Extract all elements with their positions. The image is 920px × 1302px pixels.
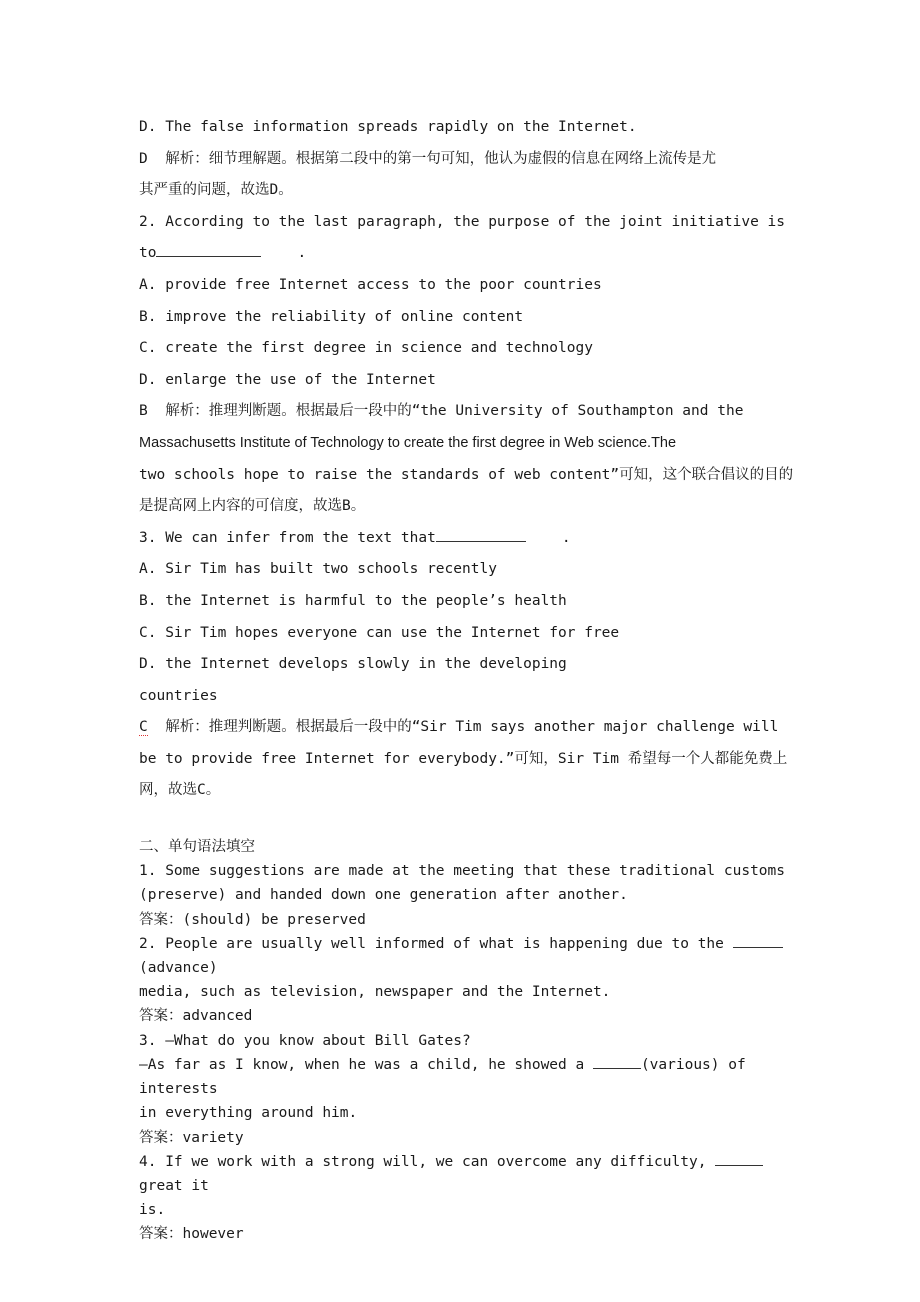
g4-suffix: great it xyxy=(139,1153,772,1194)
q2-option-d: D. enlarge the use of the Internet xyxy=(139,371,436,388)
document-page xyxy=(139,112,811,1247)
q2-answer-line: Massachusetts Institute of Technology to create the first degree in Web science.The xyxy=(139,434,677,451)
q1-answer-line: D 解析：细节理解题。根据第二段中的第一句可知，他认为虚假的信息在网络上流传是尤 xyxy=(139,150,717,167)
q2-answer-line: 是提高网上内容的可信度，故选B。 xyxy=(139,498,366,515)
g2-suffix: (advance) xyxy=(139,960,218,977)
grammar-section xyxy=(139,835,811,1246)
q3-answer-line: 网，故选C。 xyxy=(139,782,221,799)
q2-stem-prefix: to xyxy=(139,245,157,262)
g3-sentence-continued xyxy=(139,1053,811,1101)
g1-sentence: 1. Some suggestions are made at the meeting that these traditional customs xyxy=(139,863,786,880)
q3-stem xyxy=(139,523,811,555)
q3-stem-prefix: 3. We can infer from the text that xyxy=(139,529,436,546)
g4-sentence xyxy=(139,1150,811,1198)
q3-answer-text: 解析：推理判断题。根据最后一段中的“Sir Tim says another major challenge will xyxy=(147,719,779,736)
answer-blank xyxy=(436,526,526,542)
q2-stem: 2. According to the last paragraph, the purpose of the joint initiative is xyxy=(139,213,786,230)
g3-sentence-continued: in everything around him. xyxy=(139,1105,358,1122)
q2-option-b: B. improve the reliability of online content xyxy=(139,308,524,325)
q2-stem-suffix: . xyxy=(297,245,307,262)
answer-blank xyxy=(715,1150,763,1166)
g1-sentence-continued: (preserve) and handed down one generation after another. xyxy=(139,887,628,904)
g2-prefix: 2. People are usually well informed of what is happening due to the xyxy=(139,935,733,952)
q2-option-a: A. provide free Internet access to the poor countries xyxy=(139,276,602,293)
reading-answers-section xyxy=(139,112,811,807)
q2-answer-line: two schools hope to raise the standards of web content”可知，这个联合倡议的目的 xyxy=(139,466,794,483)
g2-answer: 答案：advanced xyxy=(139,1008,253,1025)
g4-answer: 答案：however xyxy=(139,1226,244,1243)
g2-sentence xyxy=(139,932,811,980)
answer-blank xyxy=(593,1053,641,1069)
g4-prefix: 4. If we work with a strong will, we can overcome any difficulty, xyxy=(139,1153,716,1170)
q2-option-c: C. create the first degree in science and technology xyxy=(139,340,593,357)
answer-blank xyxy=(733,932,783,948)
answer-blank xyxy=(156,242,261,258)
g3-answer: 答案：variety xyxy=(139,1129,244,1146)
q3-answer-line: be to provide free Internet for everybody.”可知，Sir Tim 希望每一个人都能免费上 xyxy=(139,750,788,767)
q2-answer-line: B 解析：推理判断题。根据最后一段中的“the University of Southampton and the xyxy=(139,403,744,420)
section-heading: 二、单句语法填空 xyxy=(139,839,255,856)
g2-sentence-continued: media, such as television, newspaper and the Internet. xyxy=(139,984,611,1001)
q2-stem-continued xyxy=(139,238,811,270)
q3-option-d-continued: countries xyxy=(139,687,218,704)
g3-suffix: (various) of interests xyxy=(139,1056,755,1098)
q3-answer-letter: C xyxy=(139,719,148,736)
q3-option-c: C. Sir Tim hopes everyone can use the Internet for free xyxy=(139,624,620,641)
g3-prefix: —As far as I know, when he was a child, he showed a xyxy=(139,1056,593,1073)
q3-option-b: B. the Internet is harmful to the people’s health xyxy=(139,592,567,609)
q1-answer-line: 其严重的问题，故选D。 xyxy=(139,182,293,199)
q3-answer-line xyxy=(139,712,811,744)
q3-option-a: A. Sir Tim has built two schools recently xyxy=(139,561,497,578)
g1-answer: 答案：(should) be preserved xyxy=(139,911,366,928)
q3-option-d: D. the Internet develops slowly in the developing xyxy=(139,656,567,673)
g3-sentence: 3. —What do you know about Bill Gates? xyxy=(139,1032,471,1049)
g4-sentence-continued: is. xyxy=(139,1202,166,1219)
q3-stem-suffix: . xyxy=(561,529,571,546)
q1-option-d: D. The false information spreads rapidly on the Internet. xyxy=(139,119,637,135)
